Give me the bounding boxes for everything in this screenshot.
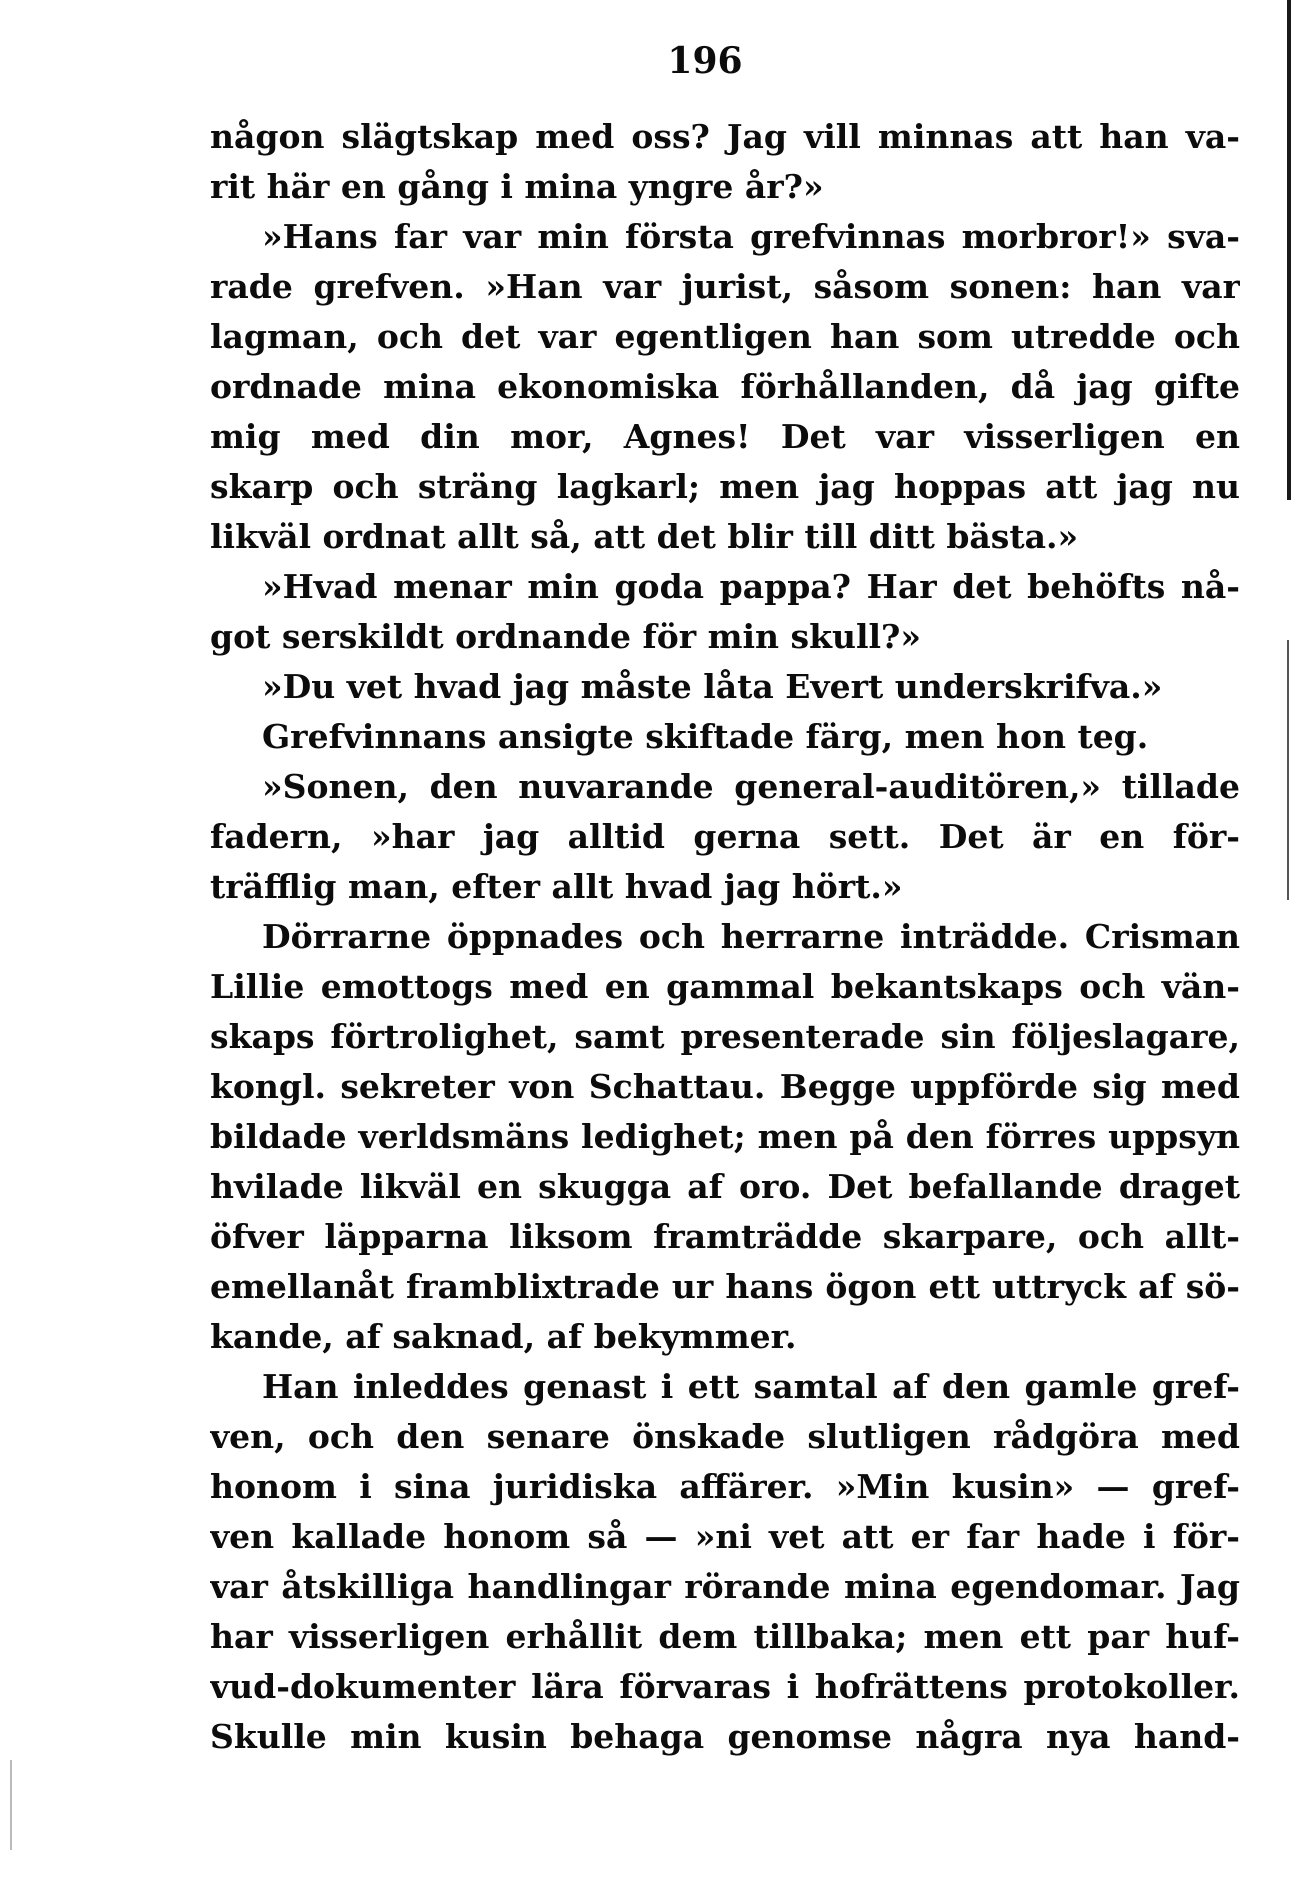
text-line: öfver läpparna liksom framträdde skarpare, och allt- (210, 1217, 1240, 1256)
text-line: Han inleddes genast i ett samtal af den gamle gref- (262, 1367, 1240, 1406)
text-line: honom i sina juridiska affärer. »Min kusin» — gref- (210, 1467, 1240, 1506)
text-line: har visserligen erhållit dem tillbaka; men ett par huf- (210, 1617, 1240, 1656)
text-line: hvilade likväl en skugga af oro. Det befallande draget (210, 1167, 1240, 1206)
text-line: »Hans far var min första grefvinnas morbror!» sva- (262, 217, 1240, 256)
text-line: Skulle min kusin behaga genomse några nya hand- (210, 1717, 1240, 1756)
text-line: »Hvad menar min goda pappa? Har det behöfts nå- (262, 567, 1240, 606)
text-line: lagman, och det var egentligen han som utredde och (210, 317, 1240, 356)
text-line: var åtskilliga handlingar rörande mina egendomar. Jag (210, 1567, 1240, 1606)
text-line: träfflig man, efter allt hvad jag hört.» (210, 867, 903, 906)
text-line: kande, af saknad, af bekymmer. (210, 1317, 797, 1356)
text-line: skarp och sträng lagkarl; men jag hoppas att jag nu (210, 467, 1240, 506)
text-line: rit här en gång i mina yngre år?» (210, 167, 824, 206)
text-line: ven kallade honom så — »ni vet att er far hade i för- (210, 1517, 1240, 1556)
text-line: rade grefven. »Han var jurist, såsom sonen: han var (210, 267, 1240, 306)
text-line: vud-dokumenter lära förvaras i hofrättens protokoller. (210, 1667, 1240, 1706)
text-line: Grefvinnans ansigte skiftade färg, men hon teg. (262, 717, 1149, 756)
text-line: mig med din mor, Agnes! Det var visserligen en (210, 417, 1240, 456)
text-line: någon slägtskap med oss? Jag vill minnas att han va- (210, 117, 1240, 156)
text-line: likväl ordnat allt så, att det blir till ditt bästa.» (210, 517, 1079, 556)
text-line: Lillie emottogs med en gammal bekantskaps och vän- (210, 967, 1240, 1006)
text-line: ordnade mina ekonomiska förhållanden, då jag gifte (210, 367, 1240, 406)
page-edge-shadow-lower (1287, 640, 1289, 900)
text-line: emellanåt framblixtrade ur hans ögon ett uttryck af sö- (210, 1267, 1240, 1306)
page-edge-shadow (1287, 0, 1291, 500)
text-line: skaps förtrolighet, samt presenterade sin följeslagare, (210, 1017, 1240, 1056)
text-line: got serskildt ordnande för min skull?» (210, 617, 921, 656)
text-line: fadern, »har jag alltid gerna sett. Det är en för- (210, 817, 1240, 856)
text-line: bildade verldsmäns ledighet; men på den förres uppsyn (210, 1117, 1240, 1156)
text-line: kongl. sekreter von Schattau. Begge uppförde sig med (210, 1067, 1240, 1106)
page-number: 196 (667, 40, 743, 82)
body-text (210, 112, 1240, 1762)
text-line: »Du vet hvad jag måste låta Evert underskrifva.» (262, 667, 1163, 706)
text-line: Dörrarne öppnades och herrarne inträdde. Crisman (262, 917, 1240, 956)
text-line: »Sonen, den nuvarande general-auditören,» tillade (262, 767, 1240, 806)
text-line: ven, och den senare önskade slutligen rådgöra med (210, 1417, 1240, 1456)
scan-mark (10, 1760, 12, 1850)
